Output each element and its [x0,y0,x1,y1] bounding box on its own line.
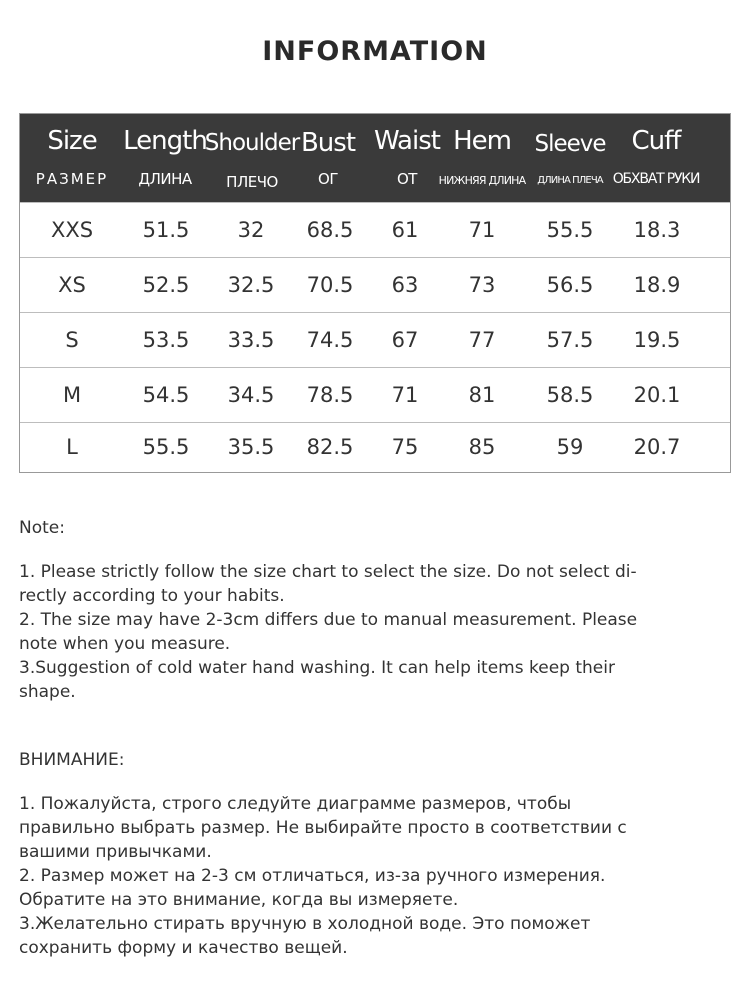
note-en-line: rectly according to your habits. [19,586,285,606]
note-en-line: note when you measure. [19,634,231,654]
header-cuff [606,114,706,202]
header-sleeve-ru: ДЛИНА ПЛЕЧА [537,175,603,186]
cell-sleeve: 55.5 [546,218,594,242]
cell-shoulder: 32 [237,218,265,242]
header-waist-ru: ОТ [397,170,417,188]
header-hem-en: Hem [453,126,511,156]
table-row [20,312,730,367]
table-row [20,367,730,422]
header-bust [288,114,368,202]
cell-hem: 81 [468,383,496,407]
cell-waist: 71 [391,383,419,407]
header-size-ru: РАЗМЕР [35,170,109,188]
cell-sleeve: 58.5 [546,383,594,407]
note-en-line: 3.Suggestion of cold water hand washing. It can help items keep their [19,658,615,678]
note-ru-line: вашими привычками. [19,842,212,862]
header-sleeve-en: Sleeve [534,131,606,157]
cell-sleeve: 57.5 [546,328,594,352]
header-hem-ru: НИЖНЯЯ ДЛИНА [438,174,526,187]
cell-size: S [65,328,79,352]
cell-size: L [66,435,78,459]
header-cuff-ru: ОБХВАТ РУКИ [612,171,700,187]
note-ru-line: 2. Размер может на 2-3 см отличаться, из-за ручного измерения. [19,866,606,886]
cell-length: 52.5 [142,273,190,297]
header-hem [430,114,534,202]
cell-size: XXS [50,218,94,242]
header-length-en: Length [123,126,207,156]
cell-hem: 73 [468,273,496,297]
header-length [116,114,214,202]
note-en-line: shape. [19,682,76,702]
table-row [20,422,730,472]
cell-shoulder: 34.5 [227,383,275,407]
header-shoulder-ru: ПЛЕЧО [226,173,278,191]
note-en-heading: Note: [19,518,65,538]
cell-size: XS [58,273,86,297]
cell-hem: 71 [468,218,496,242]
note-ru-line: правильно выбрать размер. Не выбирайте просто в соответствии с [19,818,627,838]
cell-hem: 85 [468,435,496,459]
cell-cuff: 18.3 [633,218,681,242]
note-ru-line: 1. Пожалуйста, строго следуйте диаграмме размеров, чтобы [19,794,572,814]
cell-waist: 67 [391,328,419,352]
cell-waist: 63 [391,273,419,297]
header-size [20,114,124,202]
cell-waist: 75 [391,435,419,459]
page-title: INFORMATION [262,36,488,67]
cell-shoulder: 32.5 [227,273,275,297]
cell-cuff: 18.9 [633,273,681,297]
header-size-en: Size [47,126,97,156]
cell-bust: 78.5 [306,383,354,407]
header-cuff-en: Cuff [631,126,681,156]
cell-sleeve: 56.5 [546,273,594,297]
cell-length: 54.5 [142,383,190,407]
cell-cuff: 20.7 [633,435,681,459]
header-sleeve [526,114,614,202]
note-ru-line: сохранить форму и качество вещей. [19,938,348,958]
cell-bust: 70.5 [306,273,354,297]
size-chart-table [19,113,731,473]
cell-waist: 61 [391,218,419,242]
header-shoulder [202,114,302,202]
note-en-line: 2. The size may have 2-3cm differs due to manual measurement. Please [19,610,638,630]
cell-bust: 74.5 [306,328,354,352]
cell-hem: 77 [468,328,496,352]
cell-length: 53.5 [142,328,190,352]
cell-sleeve: 59 [556,435,584,459]
cell-shoulder: 35.5 [227,435,275,459]
cell-cuff: 19.5 [633,328,681,352]
header-waist-en: Waist [374,126,440,156]
header-shoulder-en: Shoulder [204,130,300,156]
note-ru-line: Обратите на это внимание, когда вы измеряете. [19,890,459,910]
note-en-line: 1. Please strictly follow the size chart to select the size. Do not select di- [19,562,637,582]
header-length-ru: ДЛИНА [138,170,192,188]
table-row [20,257,730,312]
cell-bust: 68.5 [306,218,354,242]
notes-section [19,516,731,960]
cell-size: M [62,383,82,407]
cell-length: 51.5 [142,218,190,242]
note-ru-heading: ВНИМАНИЕ: [19,750,125,770]
table-row [20,202,730,257]
cell-shoulder: 33.5 [227,328,275,352]
cell-bust: 82.5 [306,435,354,459]
cell-length: 55.5 [142,435,190,459]
note-ru-line: 3.Желательно стирать вручную в холодной воде. Это поможет [19,914,591,934]
header-bust-ru: ОГ [318,170,338,188]
table-header [20,114,730,202]
cell-cuff: 20.1 [633,383,681,407]
header-bust-en: Bust [300,128,356,158]
